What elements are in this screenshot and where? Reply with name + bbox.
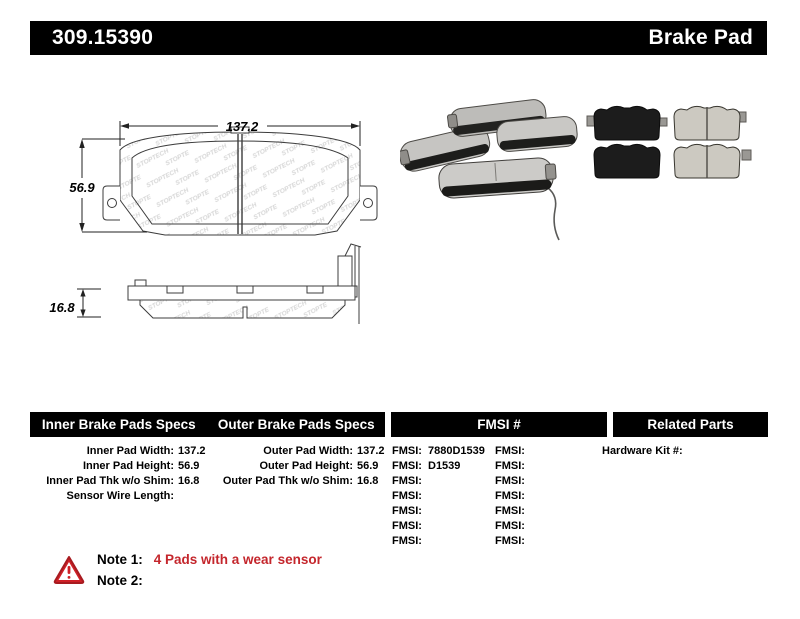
fmsi-label: FMSI:: [392, 475, 422, 487]
outer-specs-header: Outer Brake Pads Specs: [217, 417, 375, 432]
fmsi-value: D1539: [428, 460, 461, 472]
fmsi-row: [392, 489, 485, 504]
fmsi-value: 7880D1539: [428, 445, 485, 457]
spec-row: [213, 474, 389, 489]
title-bar: [30, 21, 767, 55]
fmsi-label: FMSI:: [495, 520, 525, 532]
fmsi-row: [392, 519, 485, 534]
spec-value: 56.9: [357, 460, 379, 472]
spec-label: Sensor Wire Length:: [66, 490, 174, 502]
fmsi-header: FMSI #: [477, 417, 521, 432]
fmsi-row: [495, 534, 531, 549]
outer-specs-column: [213, 444, 389, 489]
fmsi-label: FMSI:: [495, 490, 525, 502]
thickness-dimension-label: 16.8: [49, 300, 75, 315]
related-part-row: [602, 444, 687, 459]
fmsi-column-right: [495, 444, 531, 549]
warning-icon: [53, 555, 85, 585]
note-1-label: Note 1:: [97, 552, 143, 567]
fmsi-row: [495, 489, 531, 504]
fmsi-row: [392, 534, 485, 549]
spec-row: [30, 489, 217, 504]
inner-specs-column: [30, 444, 217, 504]
spec-value: 137.2: [178, 445, 206, 457]
fmsi-row: [495, 474, 531, 489]
fmsi-row: [392, 504, 485, 519]
fmsi-row: [392, 444, 485, 459]
brake-pads-angled-photo: [400, 92, 580, 252]
fmsi-row: [495, 459, 531, 474]
fmsi-row: [495, 444, 531, 459]
spec-label: Inner Pad Thk w/o Shim:: [46, 475, 174, 487]
fmsi-row: [495, 504, 531, 519]
fmsi-row: [392, 459, 485, 474]
side-view-drawing: [128, 244, 361, 324]
fmsi-label: FMSI:: [392, 460, 422, 472]
fmsi-label: FMSI:: [392, 490, 422, 502]
fmsi-row: [392, 474, 485, 489]
spec-value: 56.9: [178, 460, 200, 472]
note-2-label: Note 2:: [97, 573, 143, 588]
spec-value: 137.2: [357, 445, 385, 457]
product-type-label: Brake Pad: [648, 26, 753, 49]
thickness-dimension: [49, 289, 101, 317]
fmsi-label: FMSI:: [392, 535, 422, 547]
height-dimension-label: 56.9: [69, 180, 95, 195]
fmsi-label: FMSI:: [392, 520, 422, 532]
fmsi-label: FMSI:: [392, 445, 422, 457]
note-1-text: 4 Pads with a wear sensor: [153, 552, 322, 567]
fmsi-header-bar: [391, 412, 607, 437]
pad-photo-flat-group: [587, 106, 751, 178]
spec-label: Outer Pad Width:: [263, 445, 353, 457]
fmsi-label: FMSI:: [495, 505, 525, 517]
specs-header-bar: [30, 412, 385, 437]
fmsi-label: FMSI:: [495, 535, 525, 547]
spec-row: [30, 474, 217, 489]
fmsi-row: [495, 519, 531, 534]
spec-label: Outer Pad Height:: [259, 460, 353, 472]
fmsi-label: FMSI:: [495, 475, 525, 487]
spec-value: 16.8: [357, 475, 379, 487]
spec-row: [213, 444, 389, 459]
fmsi-label: FMSI:: [392, 505, 422, 517]
part-number: 309.15390: [52, 26, 154, 49]
spec-value: 16.8: [178, 475, 200, 487]
fmsi-label: FMSI:: [495, 445, 525, 457]
note-1: [97, 552, 322, 567]
note-2: [97, 573, 154, 588]
spec-row: [213, 459, 389, 474]
fmsi-column-left: [392, 444, 485, 549]
related-parts-header: Related Parts: [647, 417, 734, 432]
spec-label: Inner Pad Width:: [86, 445, 174, 457]
front-view-drawing: [103, 127, 377, 235]
inner-specs-header: Inner Brake Pads Specs: [41, 417, 196, 432]
spec-row: [30, 459, 217, 474]
fmsi-label: FMSI:: [495, 460, 525, 472]
spec-row: [30, 444, 217, 459]
spec-label: Inner Pad Height:: [82, 460, 174, 472]
brake-pads-flat-photo: [585, 90, 775, 190]
related-part-label: Hardware Kit #:: [602, 445, 683, 457]
width-dimension-label: 137.2: [225, 119, 259, 134]
related-parts-header-bar: [613, 412, 768, 437]
spec-label: Outer Pad Thk w/o Shim:: [222, 475, 353, 487]
technical-drawing: [35, 88, 395, 358]
related-parts-column: [602, 444, 687, 459]
pad-photo-angled-group: [400, 98, 578, 240]
